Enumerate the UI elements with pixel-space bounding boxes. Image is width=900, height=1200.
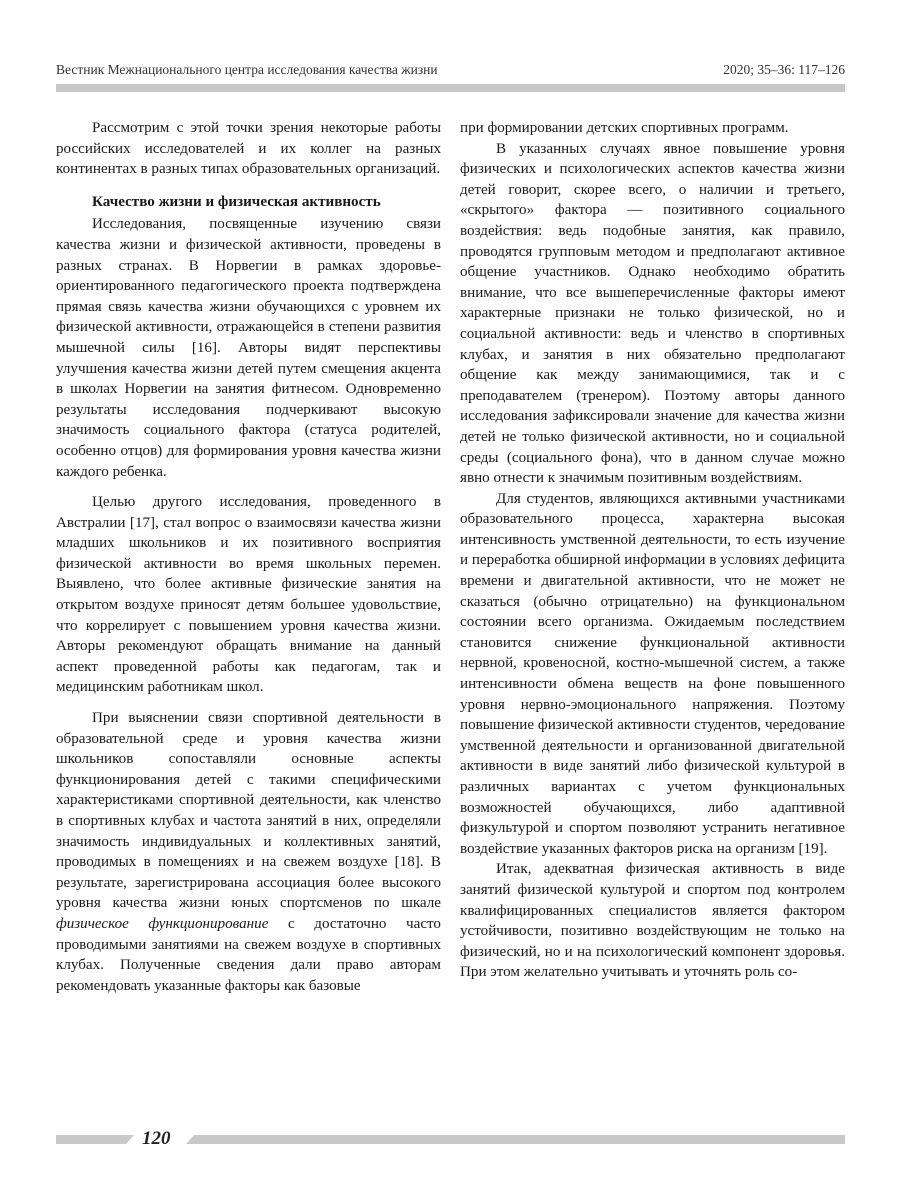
paragraph: Исследования, посвященные изучению связи качества жизни и физической активности, проведены в разных странах. В Норвегии в рамках здоровье-ориентированного педагогического проекта подтверждена прямая связь качества жизни обучающихся с уровнем их физической активности, отражающейся в степени развития мышечной силы [16]. Авторы видят перспективы улучшения качества жизни детей путем смещения акцента в школах Норвегии на занятия фитнесом. Одновременно результаты исследования подчеркивают высокую значимость социального фактора (статуса родителей, особенно отцов) для формирования уровня качества жизни каждого ребенка.	[56, 216, 441, 480]
footer-bar-right-tip	[186, 1135, 194, 1144]
footer-bar-left-tip	[126, 1135, 134, 1144]
footer-bar-left	[56, 1135, 126, 1144]
paragraph: Целью другого исследования, проведенного в Австралии [17], стал вопрос о взаимосвязи качества жизни младших школьников и их позитивного восприятия физической активности во время школьных перемен. Выявлено, что более активные физические занятия на открытом воздухе приносят детям большее удовольствие, что коррелирует с повышением уровня качества жизни. Авторы рекомендуют обращать внимание на данный аспект проведенной работы как педагогам, так и медицинским работникам школ.	[56, 494, 441, 696]
paragraph	[56, 708, 441, 996]
journal-title: Вестник Межнационального центра исследования качества жизни	[56, 62, 438, 77]
paragraph: Для студентов, являющихся активными участниками образовательного процесса, характерна высокая интенсивность умственной деятельности, то есть изучение и переработка обширной информации в условиях дефицита времени и двигательной активности, что не может не сказаться (обычно отрицательно) на функциональном состоянии всего организма. Ожидаемым последствием становится снижение функциональной активности нервной, кровеносной, костно-мышечной систем, а также интенсивности обмена веществ на фоне повышенного уровня нервно-эмоционального напряжения. Поэтому повышение физической активности студентов, чередование умственной деятельности и организованной двигательной активности в виде занятий либо физической культурой в различных вариантах с учетом функциональных возможностей обучающихся, либо адаптивной физкультурой и спортом позволяют устранить негативное воздействие указанных факторов риска на организм [19].	[460, 490, 845, 857]
emphasis-term: физическое функционирование	[56, 915, 269, 932]
paragraph-text: с достаточно часто проводимыми занятиями на свежем воздухе в спортивных клубах. Полученные сведения дали право авторам рекомендовать указанные факторы как базовые	[56, 915, 441, 994]
issue-pages: 2020; 35–36: 117–126	[723, 62, 845, 77]
paragraph: Рассмотрим с этой точки зрения некоторые работы российских исследователей и их коллег на разных континентах в разных типах образовательных организаций.	[56, 120, 441, 178]
footer-bar-right	[194, 1135, 845, 1144]
paragraph: при формировании детских спортивных программ.	[460, 120, 789, 136]
paragraph-text: При выяснении связи спортивной деятельности в образовательной среде и уровня качества жизни школьников сопоставляли основные аспекты функционирования детей с такими специфическими характеристиками спортивной деятельности, как членство в спортивных клубах и частота занятий в них, определяли значимость индивидуальных и коллективных занятий, проводимых в помещениях и на свежем воздухе [18]. В результате, зарегистрирована ассоциация более высокого уровня качества жизни юных спортсменов по шкале	[56, 710, 441, 912]
running-header	[56, 62, 845, 82]
paragraph: Итак, адекватная физическая активность в виде занятий физической культурой и спортом под контролем квалифицированных специалистов является фактором устойчивости, позитивно воздействующим не только на физический, но и на психологический компонент здоровья. При этом желательно учитывать и уточнять роль со-	[460, 861, 845, 981]
header-rule	[56, 84, 845, 92]
page-footer	[56, 1128, 845, 1150]
left-column	[56, 118, 441, 996]
page-number: 120	[142, 1128, 171, 1149]
right-column	[460, 118, 845, 983]
section-heading: Качество жизни и физическая активность	[92, 193, 381, 210]
paragraph: В указанных случаях явное повышение уровня физических и психологических аспектов качества жизни детей говорит, скорее всего, о наличии и третьего, «скрытого» фактора — позитивного социального воздействия: ведь подобные занятия, как правило, проводятся групповым методом и предполагают активное общение участников. Однако необходимо обратить внимание, что все вышеперечисленные факторы имеют характерные признаки не только физической, но и социальной активности: ведь и членство в спортивных клубах, и занятия в них обязательно предполагают общение как между занимающимися, так и с преподавателем (тренером). Поэтому авторы данного исследования зафиксировали значение для качества жизни детей не только физической активности, но и социальной среды (социального фона), что в данном случае можно явно отнести к значимым позитивным воздействиям.	[460, 140, 845, 487]
